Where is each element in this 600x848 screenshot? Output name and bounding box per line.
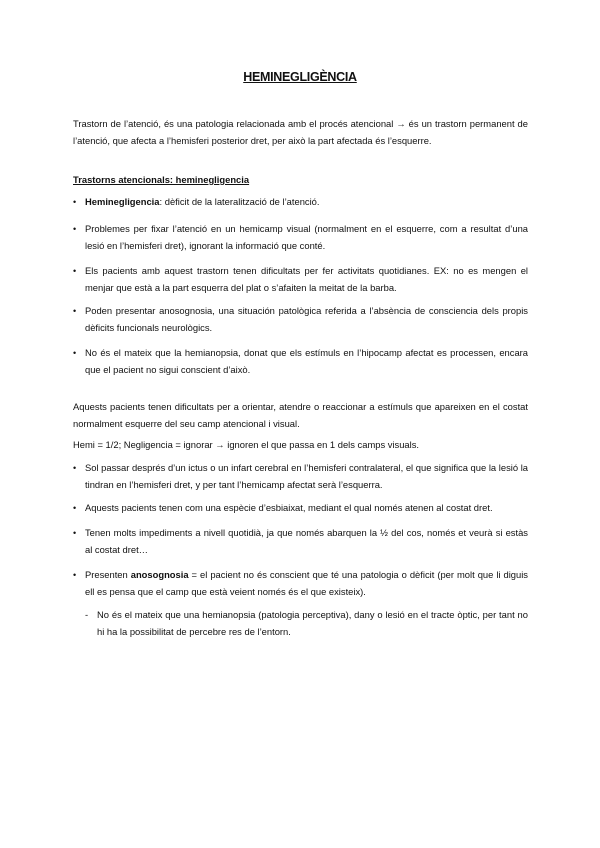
sub-list-item-text: No és el mateix que una hemianopsia (patologia perceptiva), dany o lesió en el tracte òptic, per tant no hi ha la possibilitat de percebre res de l’entorn. [97,609,528,637]
page-title: HEMINEGLIGÈNCIA [243,70,357,84]
list-item [73,303,528,336]
bullet-icon: • [73,348,77,358]
list-item-text: Poden presentar anosognosia, una situación patològica referida a l’absència de consciencia dels propis dèficits funcionals neurològics. [85,305,528,333]
list-item [73,345,528,378]
list-item [73,567,528,600]
list-item-text: Tenen molts impediments a nivell quotidià, ja que només abarquen la ½ del cos, només et veurà si estàs al costat dret… [85,527,528,555]
dash-icon: - [85,609,89,620]
bullet-icon: • [73,306,77,316]
section-subheading: Trastorns atencionals: heminegligencia [73,174,250,185]
bold-term: anosognosia [130,569,189,580]
list-item-text: Sol passar després d’un ictus o un infart cerebral en l’hemisferi contralateral, el que significa que la lesió la tindran en l’hemisferi dret, y per tant l’hemicamp afectat serà l’esquerra. [85,462,528,490]
list-item [73,263,528,296]
bullet-icon: • [73,570,77,580]
bold-term: Heminegligencia [85,196,160,207]
list-item-text: Problemes per fixar l’atenció en un hemicamp visual (normalment en el esquerre, com a resultat d’una lesió en l’hemisferi dret), ignorant la informació que conté. [85,223,528,251]
list-item-text: = el pacient no és conscient que té una patologia o dèficit (per molt que li diguis ell es pensa que el camp que està veient només és el que existeix). [85,569,528,597]
bullet-icon: • [73,503,77,513]
paragraph: Hemi = 1/2; Negligencia = ignorar → ignoren el que passa en 1 dels camps visuals. [73,439,420,450]
sub-list-item [85,607,528,640]
bullet-icon: • [73,528,77,538]
bullet-icon: • [73,266,77,276]
list-item-text: : dèficit de la lateralització de l’atenció. [159,196,320,207]
paragraph: Aquests pacients tenen dificultats per a orientar, atendre o reaccionar a estímuls que apareixen en el costat normalment esquerre del seu camp atencional i visual. [73,401,528,429]
bullet-icon: • [73,224,77,234]
list-item [73,460,528,493]
list-item [73,500,528,517]
list-item-text: No és el mateix que la hemianopsia, donat que els estímuls en l’hipocamp afectat es processen, encara que el pacient no sigui conscient d’això. [85,347,528,375]
list-item [73,525,528,558]
list-item-text: Els pacients amb aquest trastorn tenen dificultats per fer activitats quotidianes. EX: no es mengen el menjar que està a la part esquerra del plat o s’afaiten la meitat de la barba. [85,265,528,293]
list-item-prefix: Presenten [85,569,131,580]
list-item [73,194,528,211]
bullet-icon: • [73,197,77,207]
intro-paragraph: Trastorn de l’atenció, és una patologia relacionada amb el procés atencional → és un trastorn permanent de l’atenció, que afecta a l’hemisferi posterior dret, per això la part afectada és l’esquerre. [73,118,528,146]
list-item-text: Aquests pacients tenen com una espècie d’esbiaixat, mediant el qual només atenen al costat dret. [85,502,493,513]
list-item [73,221,528,254]
bullet-icon: • [73,463,77,473]
